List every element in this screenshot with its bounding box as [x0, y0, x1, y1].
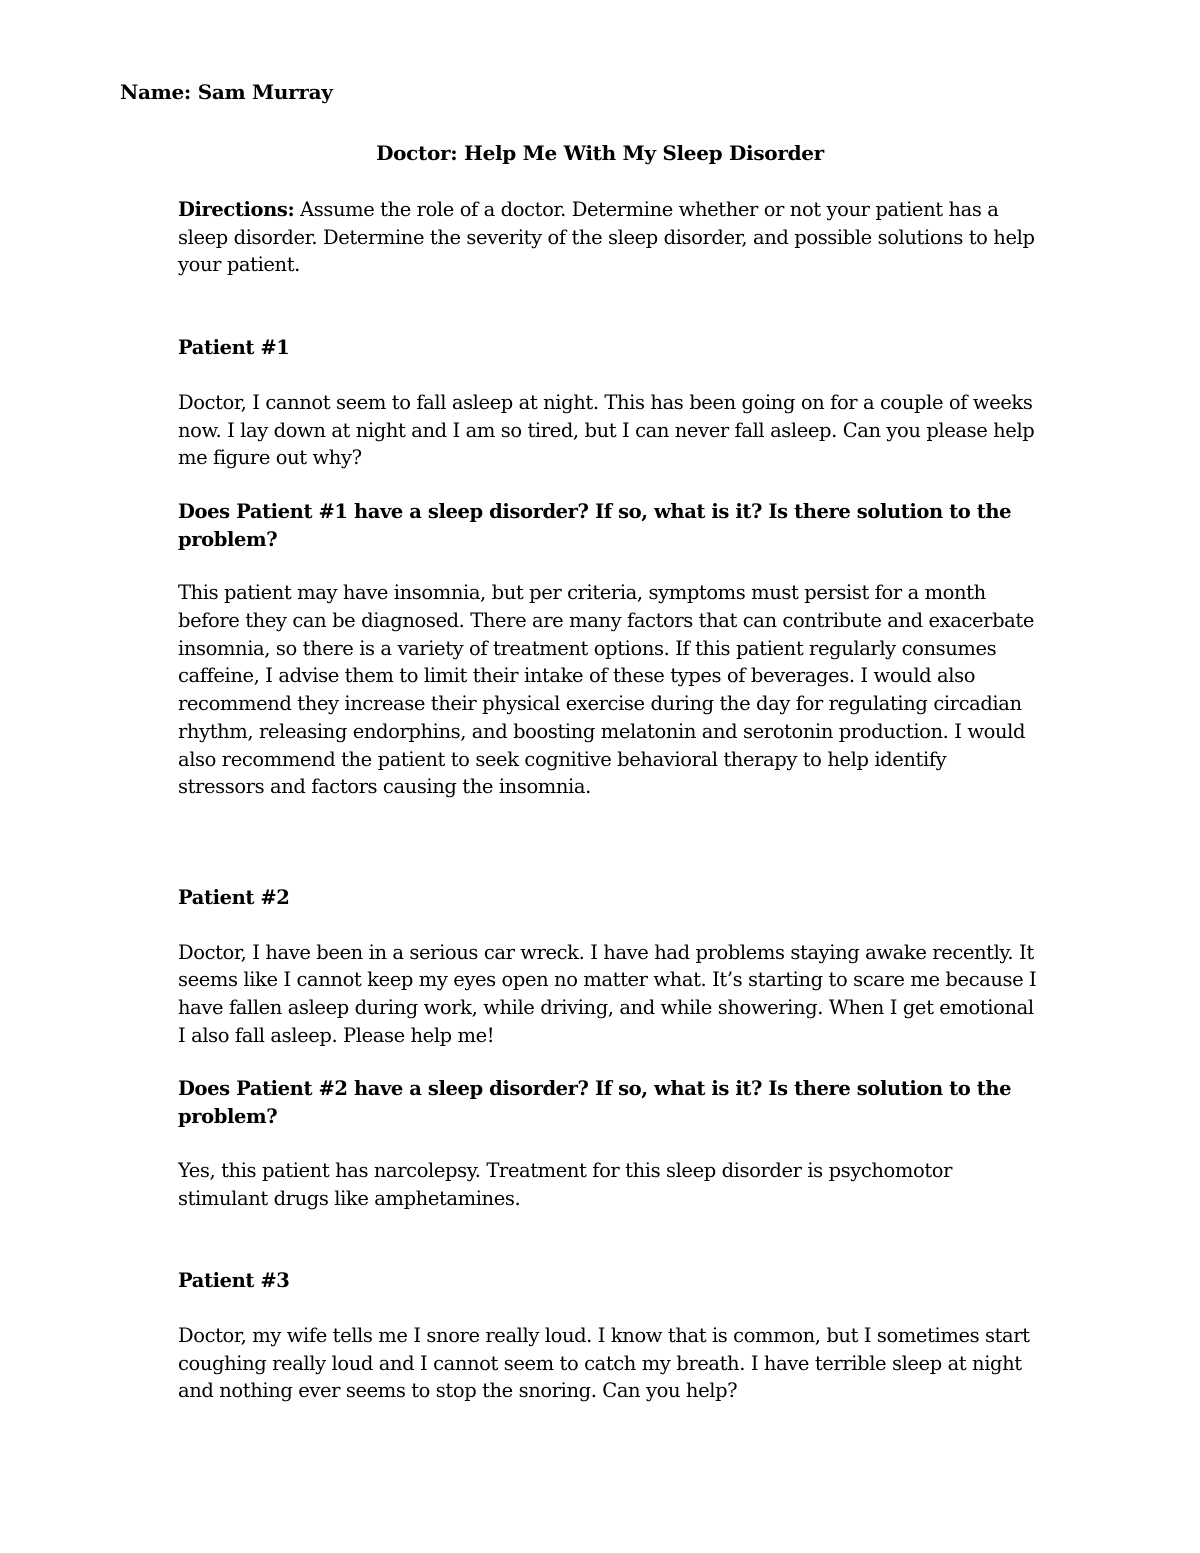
- document-title: Doctor: Help Me With My Sleep Disorder: [376, 141, 824, 165]
- patient-1-question: Does Patient #1 have a sleep disorder? If so, what is it? Is there solution to the problem?: [178, 499, 1012, 551]
- patient-2-statement: Doctor, I have been in a serious car wreck. I have had problems staying awake recently. It seems like I cannot keep my eyes open no matter what. It’s starting to scare me because I have fallen asleep during work, while driving, and while showering. When I get emotional I also fall asleep. Please help me!: [178, 940, 1037, 1047]
- directions-paragraph: [178, 196, 1038, 279]
- directions-label: Directions:: [178, 198, 295, 221]
- name-value: Sam Murray: [197, 80, 333, 104]
- patient-1-answer: This patient may have insomnia, but per criteria, symptoms must persist for a month before they can be diagnosed. There are many factors that can contribute and exacerbate insomnia, so there is a variety of treatment options. If this patient regularly consumes caffeine, I advise them to limit their intake of these types of beverages. I would also recommend they increase their physical exercise during the day for regulating circadian rhythm, releasing endorphins, and boosting melatonin and serotonin production. I would also recommend the patient to seek cognitive behavioral therapy to help identify stressors and factors causing the insomnia.: [178, 581, 1034, 799]
- patient-1-heading: Patient #1: [178, 336, 290, 360]
- patient-3-heading: Patient #3: [178, 1269, 290, 1293]
- student-name-line: [120, 80, 333, 104]
- patient-3-statement: Doctor, my wife tells me I snore really loud. I know that is common, but I sometimes start coughing really loud and I cannot seem to catch my breath. I have terrible sleep at night and nothing ever seems to stop the snoring. Can you help?: [178, 1323, 1030, 1403]
- patient-2-heading: Patient #2: [178, 885, 290, 909]
- patient-2-answer: Yes, this patient has narcolepsy. Treatment for this sleep disorder is psychomotor stimulant drugs like amphetamines.: [178, 1158, 953, 1210]
- document-body: [178, 196, 1038, 1431]
- patient-2-question: Does Patient #2 have a sleep disorder? If so, what is it? Is there solution to the problem?: [178, 1077, 1012, 1129]
- patient-1-statement: Doctor, I cannot seem to fall asleep at night. This has been going on for a couple of weeks now. I lay down at night and I am so tired, but I can never fall asleep. Can you please help me figure out why?: [178, 390, 1035, 470]
- name-label: Name:: [120, 80, 192, 104]
- directions-text: Assume the role of a doctor. Determine whether or not your patient has a sleep disorder. Determine the severity of the sleep disorder, and possible solutions to help your patient.: [178, 198, 1035, 277]
